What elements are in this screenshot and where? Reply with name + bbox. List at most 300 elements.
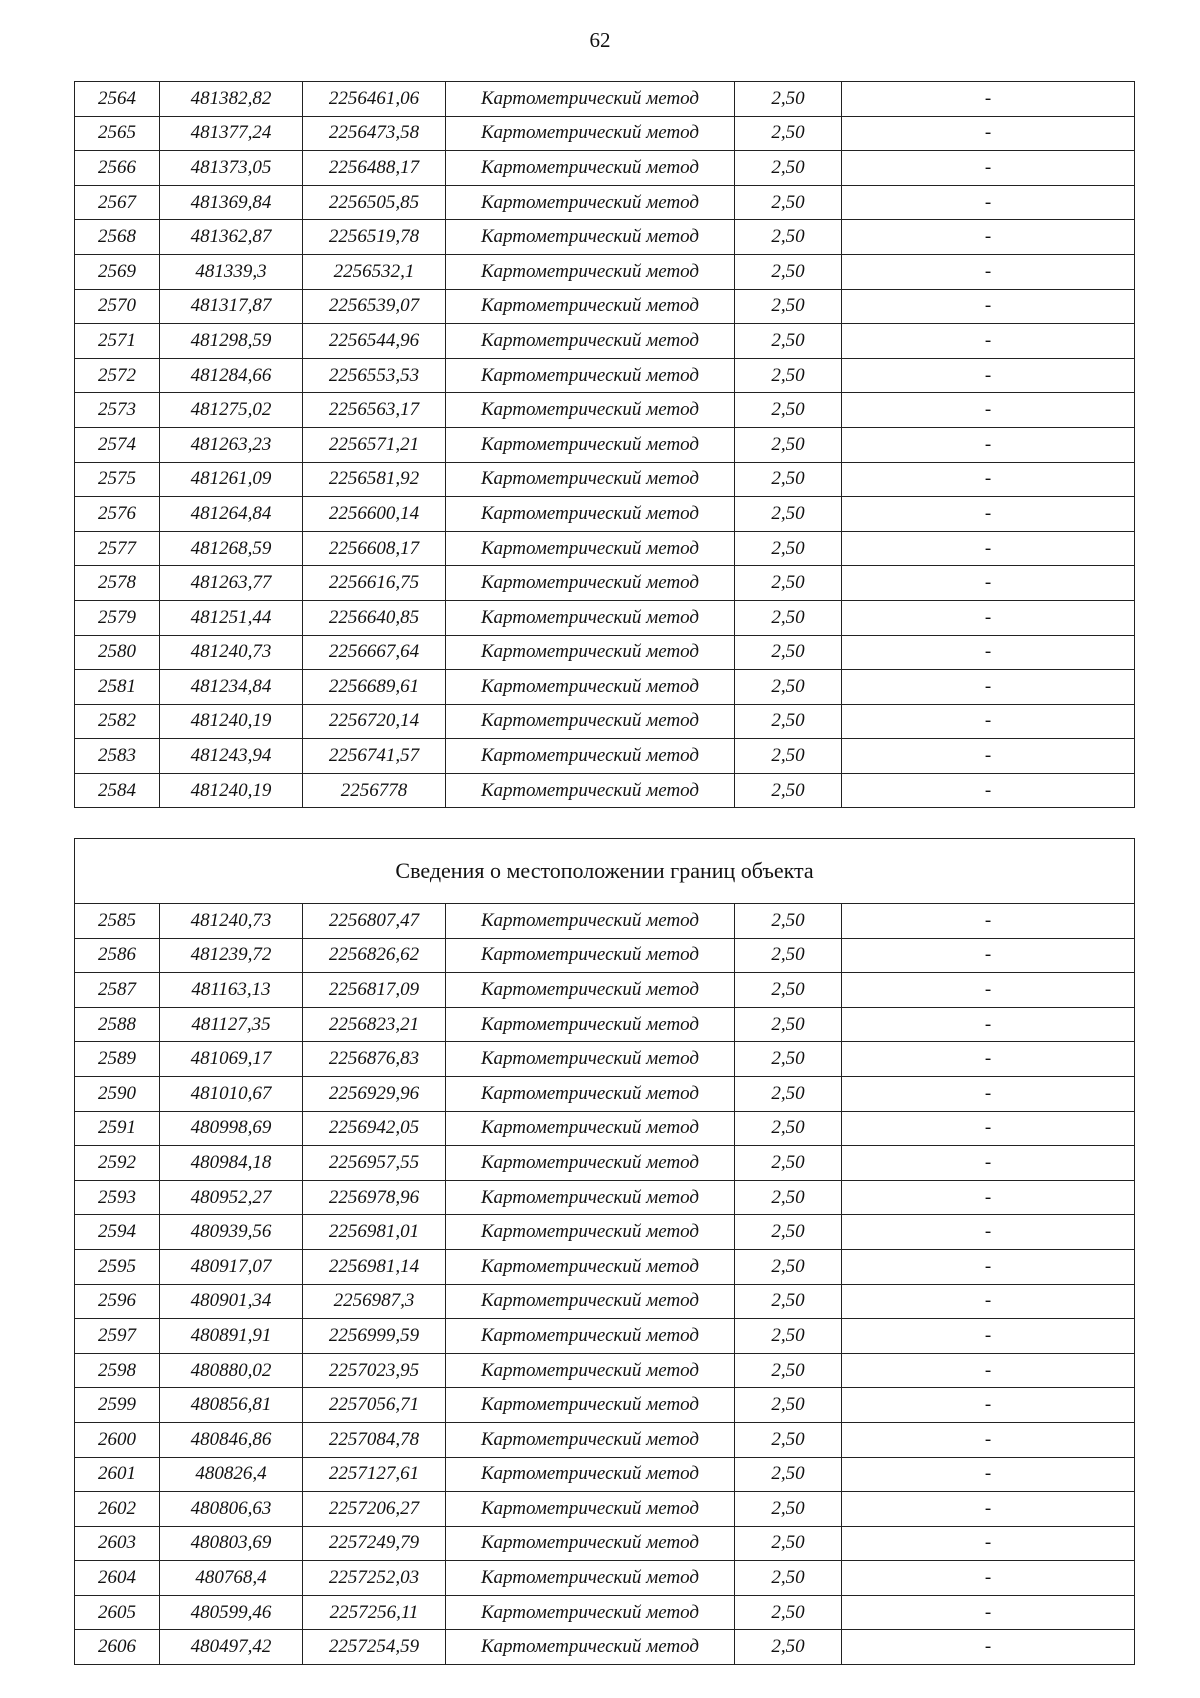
- description-cell: -: [842, 1284, 1135, 1319]
- x-coordinate-cell: 480803,69: [160, 1526, 303, 1561]
- method-cell: Картометрический метод: [446, 1284, 735, 1319]
- x-coordinate-cell: 481010,67: [160, 1076, 303, 1111]
- x-coordinate-cell: 481268,59: [160, 531, 303, 566]
- description-cell: -: [842, 185, 1135, 220]
- accuracy-cell: 2,50: [735, 739, 842, 774]
- point-number-cell: 2587: [75, 973, 160, 1008]
- point-number-cell: 2598: [75, 1353, 160, 1388]
- accuracy-cell: 2,50: [735, 1492, 842, 1527]
- y-coordinate-cell: 2256505,85: [303, 185, 446, 220]
- y-coordinate-cell: 2256461,06: [303, 82, 446, 117]
- point-number-cell: 2572: [75, 358, 160, 393]
- point-number-cell: 2582: [75, 704, 160, 739]
- table-row: [75, 220, 1135, 255]
- y-coordinate-cell: 2256616,75: [303, 566, 446, 601]
- x-coordinate-cell: 481275,02: [160, 393, 303, 428]
- description-cell: -: [842, 670, 1135, 705]
- point-number-cell: 2575: [75, 462, 160, 497]
- x-coordinate-cell: 480846,86: [160, 1422, 303, 1457]
- table-row: [75, 670, 1135, 705]
- description-cell: -: [842, 254, 1135, 289]
- point-number-cell: 2590: [75, 1076, 160, 1111]
- accuracy-cell: 2,50: [735, 185, 842, 220]
- point-number-cell: 2591: [75, 1111, 160, 1146]
- x-coordinate-cell: 480891,91: [160, 1319, 303, 1354]
- table-row: [75, 938, 1135, 973]
- y-coordinate-cell: 2256532,1: [303, 254, 446, 289]
- description-cell: -: [842, 324, 1135, 359]
- accuracy-cell: 2,50: [735, 773, 842, 808]
- method-cell: Картометрический метод: [446, 185, 735, 220]
- accuracy-cell: 2,50: [735, 1146, 842, 1181]
- table-row: [75, 1007, 1135, 1042]
- method-cell: Картометрический метод: [446, 773, 735, 808]
- point-number-cell: 2596: [75, 1284, 160, 1319]
- description-cell: -: [842, 773, 1135, 808]
- point-number-cell: 2588: [75, 1007, 160, 1042]
- description-cell: -: [842, 566, 1135, 601]
- y-coordinate-cell: 2257254,59: [303, 1630, 446, 1665]
- point-number-cell: 2584: [75, 773, 160, 808]
- accuracy-cell: 2,50: [735, 1630, 842, 1665]
- method-cell: Картометрический метод: [446, 670, 735, 705]
- coordinates-table-2: [74, 838, 1135, 1665]
- accuracy-cell: 2,50: [735, 704, 842, 739]
- y-coordinate-cell: 2256817,09: [303, 973, 446, 1008]
- table-row: [75, 566, 1135, 601]
- accuracy-cell: 2,50: [735, 670, 842, 705]
- table-row: [75, 185, 1135, 220]
- description-cell: -: [842, 1492, 1135, 1527]
- y-coordinate-cell: 2256581,92: [303, 462, 446, 497]
- method-cell: Картометрический метод: [446, 1111, 735, 1146]
- x-coordinate-cell: 480917,07: [160, 1249, 303, 1284]
- accuracy-cell: 2,50: [735, 973, 842, 1008]
- y-coordinate-cell: 2256544,96: [303, 324, 446, 359]
- method-cell: Картометрический метод: [446, 497, 735, 532]
- x-coordinate-cell: 481263,23: [160, 427, 303, 462]
- x-coordinate-cell: 480880,02: [160, 1353, 303, 1388]
- section-heading-row: [75, 839, 1135, 904]
- table-row: [75, 1319, 1135, 1354]
- method-cell: Картометрический метод: [446, 704, 735, 739]
- table-row: [75, 497, 1135, 532]
- x-coordinate-cell: 480952,27: [160, 1180, 303, 1215]
- point-number-cell: 2603: [75, 1526, 160, 1561]
- x-coordinate-cell: 480939,56: [160, 1215, 303, 1250]
- method-cell: Картометрический метод: [446, 1215, 735, 1250]
- accuracy-cell: 2,50: [735, 1353, 842, 1388]
- y-coordinate-cell: 2256987,3: [303, 1284, 446, 1319]
- method-cell: Картометрический метод: [446, 220, 735, 255]
- description-cell: -: [842, 938, 1135, 973]
- y-coordinate-cell: 2257084,78: [303, 1422, 446, 1457]
- method-cell: Картометрический метод: [446, 739, 735, 774]
- accuracy-cell: 2,50: [735, 531, 842, 566]
- description-cell: -: [842, 704, 1135, 739]
- accuracy-cell: 2,50: [735, 1111, 842, 1146]
- table-row: [75, 1180, 1135, 1215]
- x-coordinate-cell: 481298,59: [160, 324, 303, 359]
- point-number-cell: 2581: [75, 670, 160, 705]
- method-cell: Картометрический метод: [446, 254, 735, 289]
- point-number-cell: 2597: [75, 1319, 160, 1354]
- method-cell: Картометрический метод: [446, 1007, 735, 1042]
- y-coordinate-cell: 2256473,58: [303, 116, 446, 151]
- x-coordinate-cell: 481369,84: [160, 185, 303, 220]
- x-coordinate-cell: 480768,4: [160, 1561, 303, 1596]
- y-coordinate-cell: 2256640,85: [303, 600, 446, 635]
- table-row: [75, 739, 1135, 774]
- y-coordinate-cell: 2256519,78: [303, 220, 446, 255]
- table-row: [75, 324, 1135, 359]
- description-cell: -: [842, 1630, 1135, 1665]
- description-cell: -: [842, 1388, 1135, 1423]
- x-coordinate-cell: 481284,66: [160, 358, 303, 393]
- table-row: [75, 1630, 1135, 1665]
- accuracy-cell: 2,50: [735, 462, 842, 497]
- table-row: [75, 427, 1135, 462]
- y-coordinate-cell: 2257056,71: [303, 1388, 446, 1423]
- point-number-cell: 2568: [75, 220, 160, 255]
- point-number-cell: 2571: [75, 324, 160, 359]
- y-coordinate-cell: 2256488,17: [303, 151, 446, 186]
- accuracy-cell: 2,50: [735, 904, 842, 939]
- table-row: [75, 704, 1135, 739]
- table-row: [75, 462, 1135, 497]
- y-coordinate-cell: 2256608,17: [303, 531, 446, 566]
- accuracy-cell: 2,50: [735, 116, 842, 151]
- method-cell: Картометрический метод: [446, 1319, 735, 1354]
- description-cell: -: [842, 427, 1135, 462]
- x-coordinate-cell: 481377,24: [160, 116, 303, 151]
- description-cell: -: [842, 151, 1135, 186]
- accuracy-cell: 2,50: [735, 427, 842, 462]
- y-coordinate-cell: 2256720,14: [303, 704, 446, 739]
- description-cell: -: [842, 739, 1135, 774]
- accuracy-cell: 2,50: [735, 497, 842, 532]
- point-number-cell: 2583: [75, 739, 160, 774]
- accuracy-cell: 2,50: [735, 1561, 842, 1596]
- table-row: [75, 1526, 1135, 1561]
- section-heading: Сведения о местоположении границ объекта: [75, 839, 1135, 904]
- table-row: [75, 1561, 1135, 1596]
- coordinates-table-2-body: [75, 839, 1135, 1665]
- x-coordinate-cell: 480984,18: [160, 1146, 303, 1181]
- description-cell: -: [842, 600, 1135, 635]
- point-number-cell: 2574: [75, 427, 160, 462]
- accuracy-cell: 2,50: [735, 1526, 842, 1561]
- coordinates-table-1: [74, 81, 1135, 808]
- table-row: [75, 358, 1135, 393]
- method-cell: Картометрический метод: [446, 1561, 735, 1596]
- y-coordinate-cell: 2256823,21: [303, 1007, 446, 1042]
- method-cell: Картометрический метод: [446, 1595, 735, 1630]
- description-cell: -: [842, 1457, 1135, 1492]
- point-number-cell: 2594: [75, 1215, 160, 1250]
- point-number-cell: 2580: [75, 635, 160, 670]
- x-coordinate-cell: 481317,87: [160, 289, 303, 324]
- point-number-cell: 2589: [75, 1042, 160, 1077]
- coordinates-table-1-body: [75, 82, 1135, 808]
- accuracy-cell: 2,50: [735, 254, 842, 289]
- x-coordinate-cell: 481382,82: [160, 82, 303, 117]
- table-row: [75, 1422, 1135, 1457]
- x-coordinate-cell: 481264,84: [160, 497, 303, 532]
- description-cell: -: [842, 358, 1135, 393]
- point-number-cell: 2604: [75, 1561, 160, 1596]
- table-row: [75, 1042, 1135, 1077]
- accuracy-cell: 2,50: [735, 566, 842, 601]
- point-number-cell: 2570: [75, 289, 160, 324]
- method-cell: Картометрический метод: [446, 600, 735, 635]
- method-cell: Картометрический метод: [446, 938, 735, 973]
- point-number-cell: 2579: [75, 600, 160, 635]
- point-number-cell: 2578: [75, 566, 160, 601]
- accuracy-cell: 2,50: [735, 600, 842, 635]
- method-cell: Картометрический метод: [446, 904, 735, 939]
- point-number-cell: 2565: [75, 116, 160, 151]
- x-coordinate-cell: 481127,35: [160, 1007, 303, 1042]
- y-coordinate-cell: 2256999,59: [303, 1319, 446, 1354]
- point-number-cell: 2586: [75, 938, 160, 973]
- accuracy-cell: 2,50: [735, 220, 842, 255]
- accuracy-cell: 2,50: [735, 82, 842, 117]
- accuracy-cell: 2,50: [735, 635, 842, 670]
- description-cell: -: [842, 462, 1135, 497]
- description-cell: -: [842, 82, 1135, 117]
- accuracy-cell: 2,50: [735, 1215, 842, 1250]
- description-cell: -: [842, 1422, 1135, 1457]
- y-coordinate-cell: 2256600,14: [303, 497, 446, 532]
- description-cell: -: [842, 1146, 1135, 1181]
- method-cell: Картометрический метод: [446, 566, 735, 601]
- point-number-cell: 2577: [75, 531, 160, 566]
- x-coordinate-cell: 480497,42: [160, 1630, 303, 1665]
- table-row: [75, 773, 1135, 808]
- x-coordinate-cell: 480901,34: [160, 1284, 303, 1319]
- table-row: [75, 289, 1135, 324]
- x-coordinate-cell: 481240,73: [160, 904, 303, 939]
- description-cell: -: [842, 1215, 1135, 1250]
- y-coordinate-cell: 2257256,11: [303, 1595, 446, 1630]
- accuracy-cell: 2,50: [735, 1595, 842, 1630]
- x-coordinate-cell: 481339,3: [160, 254, 303, 289]
- method-cell: Картометрический метод: [446, 358, 735, 393]
- point-number-cell: 2592: [75, 1146, 160, 1181]
- method-cell: Картометрический метод: [446, 427, 735, 462]
- x-coordinate-cell: 481261,09: [160, 462, 303, 497]
- description-cell: -: [842, 635, 1135, 670]
- x-coordinate-cell: 480826,4: [160, 1457, 303, 1492]
- method-cell: Картометрический метод: [446, 531, 735, 566]
- accuracy-cell: 2,50: [735, 1076, 842, 1111]
- table-row: [75, 1457, 1135, 1492]
- table-row: [75, 904, 1135, 939]
- y-coordinate-cell: 2257023,95: [303, 1353, 446, 1388]
- point-number-cell: 2605: [75, 1595, 160, 1630]
- point-number-cell: 2564: [75, 82, 160, 117]
- description-cell: -: [842, 497, 1135, 532]
- method-cell: Картометрический метод: [446, 635, 735, 670]
- y-coordinate-cell: 2256981,01: [303, 1215, 446, 1250]
- accuracy-cell: 2,50: [735, 1319, 842, 1354]
- table-row: [75, 116, 1135, 151]
- x-coordinate-cell: 481163,13: [160, 973, 303, 1008]
- accuracy-cell: 2,50: [735, 151, 842, 186]
- x-coordinate-cell: 480998,69: [160, 1111, 303, 1146]
- x-coordinate-cell: 481373,05: [160, 151, 303, 186]
- description-cell: -: [842, 1561, 1135, 1596]
- description-cell: -: [842, 1111, 1135, 1146]
- x-coordinate-cell: 481069,17: [160, 1042, 303, 1077]
- description-cell: -: [842, 1007, 1135, 1042]
- y-coordinate-cell: 2256957,55: [303, 1146, 446, 1181]
- table-row: [75, 82, 1135, 117]
- table-row: [75, 1146, 1135, 1181]
- y-coordinate-cell: 2257127,61: [303, 1457, 446, 1492]
- table-row: [75, 1492, 1135, 1527]
- x-coordinate-cell: 481243,94: [160, 739, 303, 774]
- method-cell: Картометрический метод: [446, 462, 735, 497]
- method-cell: Картометрический метод: [446, 1492, 735, 1527]
- point-number-cell: 2566: [75, 151, 160, 186]
- method-cell: Картометрический метод: [446, 82, 735, 117]
- accuracy-cell: 2,50: [735, 1422, 842, 1457]
- description-cell: -: [842, 1042, 1135, 1077]
- accuracy-cell: 2,50: [735, 1388, 842, 1423]
- x-coordinate-cell: 481263,77: [160, 566, 303, 601]
- description-cell: -: [842, 1249, 1135, 1284]
- description-cell: -: [842, 1353, 1135, 1388]
- x-coordinate-cell: 481251,44: [160, 600, 303, 635]
- table-row: [75, 600, 1135, 635]
- x-coordinate-cell: 480806,63: [160, 1492, 303, 1527]
- x-coordinate-cell: 480599,46: [160, 1595, 303, 1630]
- table-row: [75, 1215, 1135, 1250]
- description-cell: -: [842, 1180, 1135, 1215]
- point-number-cell: 2569: [75, 254, 160, 289]
- y-coordinate-cell: 2256876,83: [303, 1042, 446, 1077]
- description-cell: -: [842, 393, 1135, 428]
- point-number-cell: 2606: [75, 1630, 160, 1665]
- accuracy-cell: 2,50: [735, 393, 842, 428]
- x-coordinate-cell: 480856,81: [160, 1388, 303, 1423]
- description-cell: -: [842, 220, 1135, 255]
- page-number: 62: [589, 28, 611, 52]
- table-row: [75, 635, 1135, 670]
- y-coordinate-cell: 2257206,27: [303, 1492, 446, 1527]
- method-cell: Картометрический метод: [446, 1249, 735, 1284]
- y-coordinate-cell: 2256563,17: [303, 393, 446, 428]
- y-coordinate-cell: 2256539,07: [303, 289, 446, 324]
- accuracy-cell: 2,50: [735, 358, 842, 393]
- description-cell: -: [842, 1526, 1135, 1561]
- method-cell: Картометрический метод: [446, 324, 735, 359]
- table-row: [75, 1249, 1135, 1284]
- accuracy-cell: 2,50: [735, 324, 842, 359]
- method-cell: Картометрический метод: [446, 1388, 735, 1423]
- accuracy-cell: 2,50: [735, 1042, 842, 1077]
- method-cell: Картометрический метод: [446, 1180, 735, 1215]
- y-coordinate-cell: 2256807,47: [303, 904, 446, 939]
- table-row: [75, 1284, 1135, 1319]
- y-coordinate-cell: 2257252,03: [303, 1561, 446, 1596]
- point-number-cell: 2576: [75, 497, 160, 532]
- description-cell: -: [842, 973, 1135, 1008]
- method-cell: Картометрический метод: [446, 1042, 735, 1077]
- accuracy-cell: 2,50: [735, 1284, 842, 1319]
- point-number-cell: 2593: [75, 1180, 160, 1215]
- description-cell: -: [842, 1076, 1135, 1111]
- y-coordinate-cell: 2256553,53: [303, 358, 446, 393]
- y-coordinate-cell: 2256929,96: [303, 1076, 446, 1111]
- y-coordinate-cell: 2256689,61: [303, 670, 446, 705]
- method-cell: Картометрический метод: [446, 116, 735, 151]
- description-cell: -: [842, 1319, 1135, 1354]
- accuracy-cell: 2,50: [735, 938, 842, 973]
- method-cell: Картометрический метод: [446, 973, 735, 1008]
- table-row: [75, 151, 1135, 186]
- point-number-cell: 2595: [75, 1249, 160, 1284]
- description-cell: -: [842, 531, 1135, 566]
- y-coordinate-cell: 2256667,64: [303, 635, 446, 670]
- point-number-cell: 2601: [75, 1457, 160, 1492]
- accuracy-cell: 2,50: [735, 1007, 842, 1042]
- table-row: [75, 1388, 1135, 1423]
- table-row: [75, 393, 1135, 428]
- y-coordinate-cell: 2257249,79: [303, 1526, 446, 1561]
- y-coordinate-cell: 2256741,57: [303, 739, 446, 774]
- method-cell: Картометрический метод: [446, 1526, 735, 1561]
- y-coordinate-cell: 2256778: [303, 773, 446, 808]
- description-cell: -: [842, 116, 1135, 151]
- x-coordinate-cell: 481362,87: [160, 220, 303, 255]
- x-coordinate-cell: 481240,19: [160, 773, 303, 808]
- point-number-cell: 2567: [75, 185, 160, 220]
- point-number-cell: 2602: [75, 1492, 160, 1527]
- method-cell: Картометрический метод: [446, 1076, 735, 1111]
- description-cell: -: [842, 904, 1135, 939]
- accuracy-cell: 2,50: [735, 1180, 842, 1215]
- table-row: [75, 1076, 1135, 1111]
- method-cell: Картометрический метод: [446, 151, 735, 186]
- method-cell: Картометрический метод: [446, 1630, 735, 1665]
- method-cell: Картометрический метод: [446, 1422, 735, 1457]
- table-row: [75, 1111, 1135, 1146]
- point-number-cell: 2600: [75, 1422, 160, 1457]
- x-coordinate-cell: 481239,72: [160, 938, 303, 973]
- table-row: [75, 1595, 1135, 1630]
- y-coordinate-cell: 2256826,62: [303, 938, 446, 973]
- point-number-cell: 2585: [75, 904, 160, 939]
- table-row: [75, 1353, 1135, 1388]
- point-number-cell: 2599: [75, 1388, 160, 1423]
- method-cell: Картометрический метод: [446, 1457, 735, 1492]
- point-number-cell: 2573: [75, 393, 160, 428]
- y-coordinate-cell: 2256981,14: [303, 1249, 446, 1284]
- y-coordinate-cell: 2256978,96: [303, 1180, 446, 1215]
- accuracy-cell: 2,50: [735, 1457, 842, 1492]
- table-row: [75, 254, 1135, 289]
- y-coordinate-cell: 2256942,05: [303, 1111, 446, 1146]
- x-coordinate-cell: 481234,84: [160, 670, 303, 705]
- accuracy-cell: 2,50: [735, 1249, 842, 1284]
- method-cell: Картометрический метод: [446, 1146, 735, 1181]
- method-cell: Картометрический метод: [446, 289, 735, 324]
- accuracy-cell: 2,50: [735, 289, 842, 324]
- description-cell: -: [842, 289, 1135, 324]
